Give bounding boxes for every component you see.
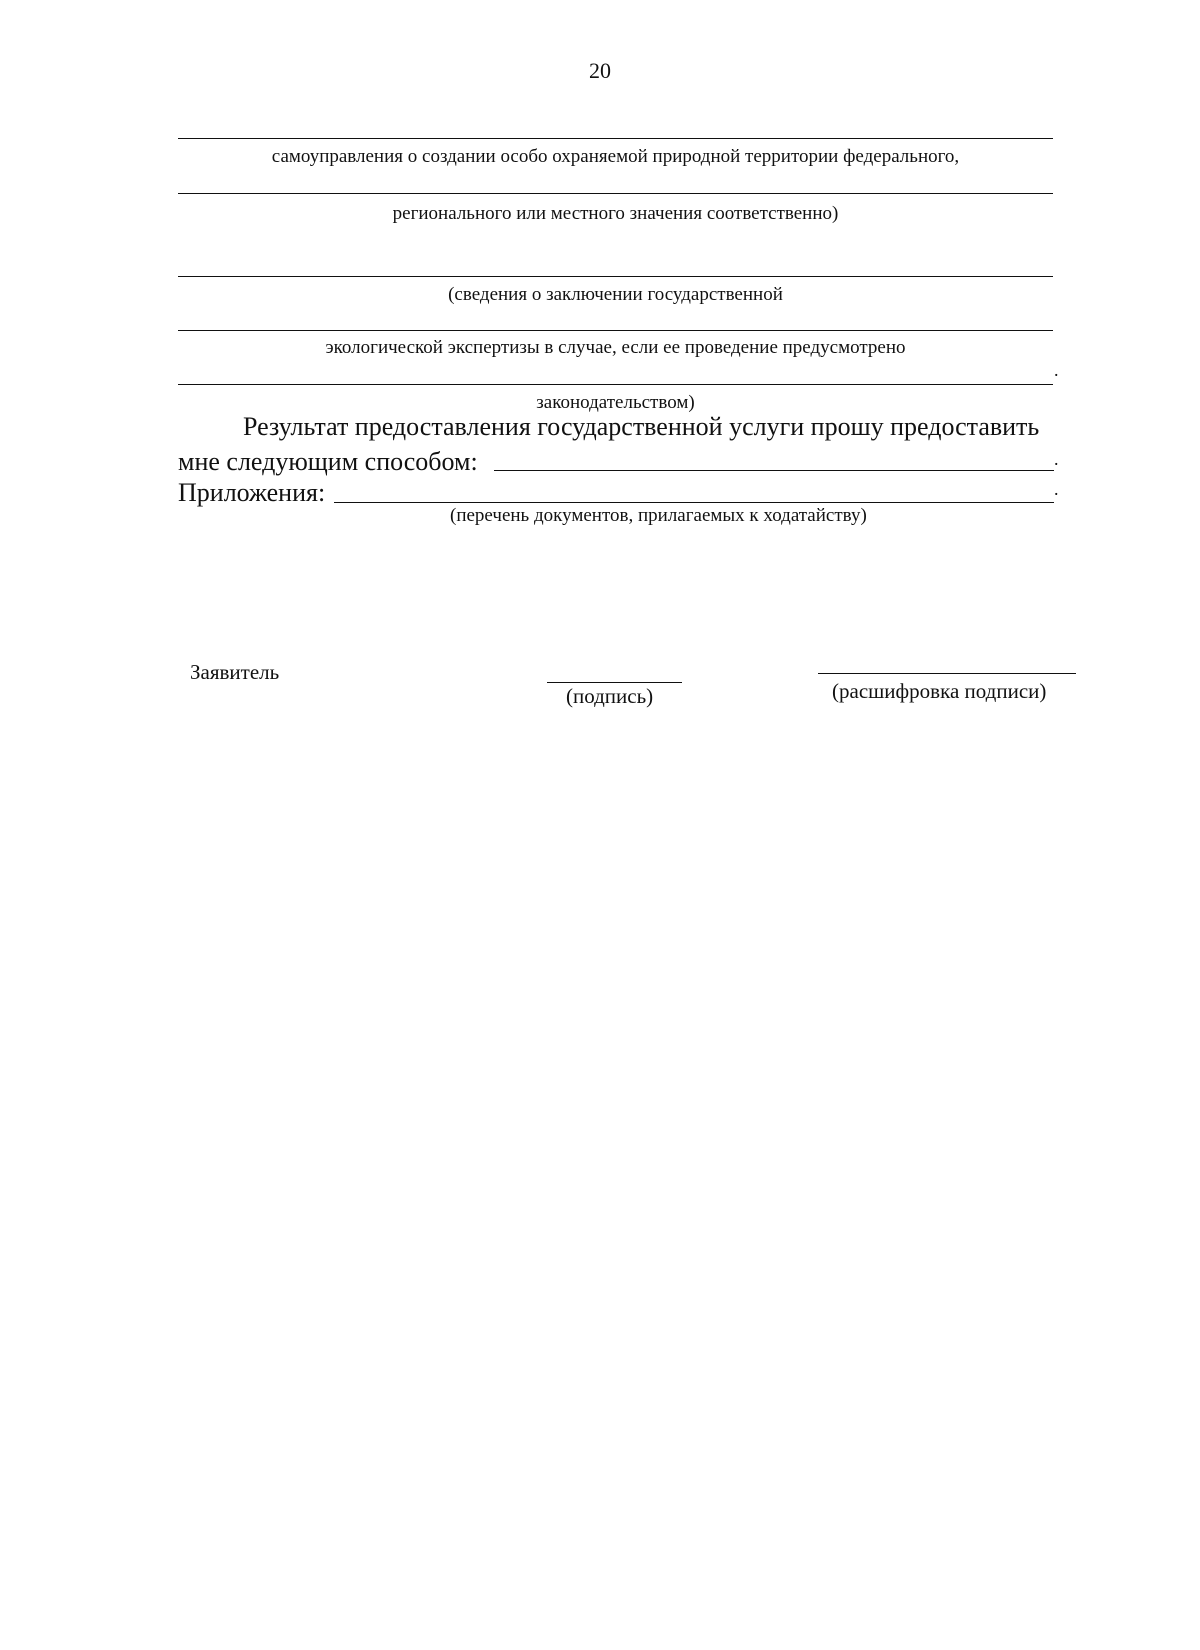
- attachments-field[interactable]: [334, 502, 1054, 503]
- blank-line-2[interactable]: [178, 193, 1053, 194]
- caption-line-4: экологической экспертизы в случае, если ее проведение предусмотрено: [325, 337, 906, 358]
- signature-decode-caption: (расшифровка подписи): [832, 679, 1047, 703]
- attachments-period: .: [1054, 479, 1059, 499]
- blank-line-1[interactable]: [178, 138, 1053, 139]
- blank-line-3[interactable]: [178, 276, 1053, 277]
- attachments-caption: (перечень документов, прилагаемых к ходатайству): [450, 505, 867, 526]
- line-5-period: .: [1054, 360, 1059, 380]
- caption-line-1: самоуправления о создании особо охраняемой природной территории федерального,: [271, 146, 960, 167]
- signature-caption: (подпись): [566, 684, 654, 708]
- caption-line-3: (сведения о заключении государственной: [448, 284, 783, 305]
- result-method-field[interactable]: [494, 470, 1054, 471]
- result-method-period: .: [1054, 449, 1059, 469]
- signature-field[interactable]: [547, 682, 682, 683]
- page-number: 20: [589, 58, 611, 83]
- blank-line-4[interactable]: [178, 330, 1053, 331]
- caption-line-5: законодательством): [536, 392, 695, 413]
- blank-line-5[interactable]: [178, 384, 1053, 385]
- result-method-label: мне следующим способом:: [178, 447, 478, 476]
- caption-line-2: регионального или местного значения соответственно): [392, 203, 839, 224]
- applicant-label: Заявитель: [190, 660, 280, 684]
- result-paragraph-line-1: Результат предоставления государственной услуги прошу предоставить: [243, 412, 1040, 441]
- attachments-label: Приложения:: [178, 478, 326, 507]
- signature-decode-field[interactable]: [818, 673, 1076, 674]
